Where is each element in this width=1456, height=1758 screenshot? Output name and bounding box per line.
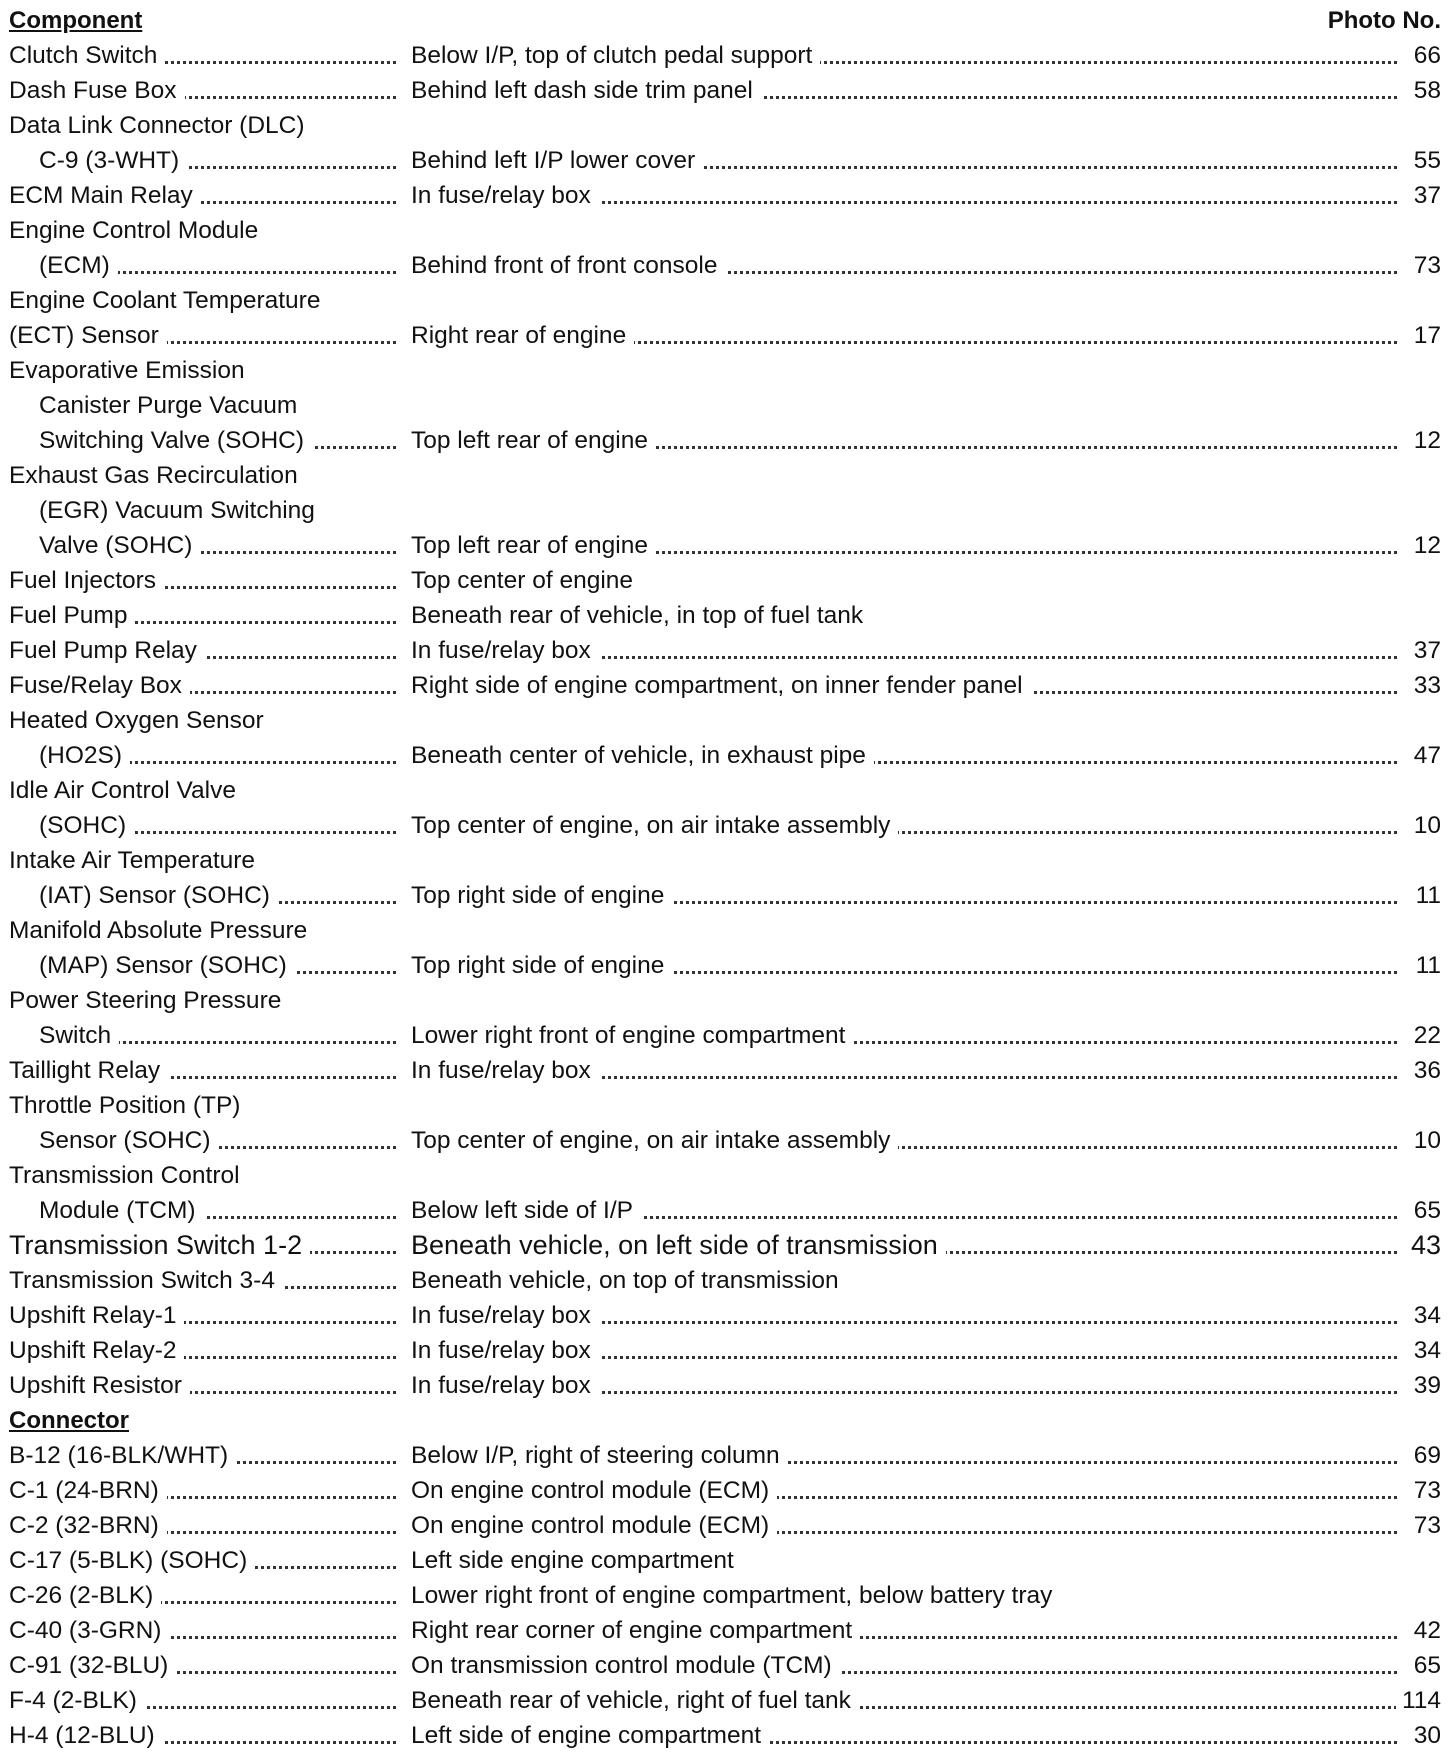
photo-number: 22 <box>1408 1018 1441 1053</box>
photo-number: 10 <box>1408 808 1441 843</box>
table-row <box>9 1648 1441 1683</box>
location-text: Top right side of engine <box>411 882 672 909</box>
component-name <box>39 528 404 563</box>
component-name-text: Data Link Connector (DLC) <box>9 112 305 139</box>
component-name <box>9 1438 404 1473</box>
connector-list <box>9 1438 1441 1753</box>
component-name-text: (EGR) Vacuum Switching <box>39 497 315 524</box>
component-name <box>9 598 404 633</box>
component-name-text: Intake Air Temperature <box>9 847 256 874</box>
table-row <box>9 143 1441 178</box>
table-row <box>9 423 1441 458</box>
photo-number: 58 <box>1408 73 1441 108</box>
photo-number: 30 <box>1408 1718 1441 1753</box>
component-name-text: Valve (SOHC) <box>39 532 200 559</box>
component-name <box>9 38 404 73</box>
component-name-text: Fuel Pump <box>9 602 135 629</box>
location <box>411 633 1441 668</box>
location-text: On transmission control module (TCM) <box>411 1652 840 1679</box>
table-row <box>9 913 1441 948</box>
component-name <box>9 458 298 493</box>
table-row <box>9 1333 1441 1368</box>
photo-number: 12 <box>1408 423 1441 458</box>
component-name <box>39 423 404 458</box>
component-name <box>9 1263 404 1298</box>
component-name-text: C-91 (32-BLU) <box>9 1652 176 1679</box>
table-row <box>9 1158 1441 1193</box>
component-name-text: Switching Valve (SOHC) <box>39 427 312 454</box>
component-name <box>39 1123 404 1158</box>
component-name <box>39 248 404 283</box>
location <box>411 1508 1441 1543</box>
component-name-text: (HO2S) <box>39 742 130 769</box>
table-row <box>9 633 1441 668</box>
photo-number: 73 <box>1408 1473 1441 1508</box>
component-name <box>39 948 404 983</box>
component-name <box>9 773 236 808</box>
table-row <box>9 248 1441 283</box>
location-text: Behind left I/P lower cover <box>411 147 703 174</box>
component-name <box>39 143 404 178</box>
location <box>411 668 1441 703</box>
component-name-text: Sensor (SOHC) <box>39 1127 219 1154</box>
component-name <box>39 1018 404 1053</box>
location <box>411 563 1441 598</box>
location-text: Top center of engine, on air intake assembly <box>411 1127 898 1154</box>
table-row <box>9 178 1441 213</box>
component-name-text: C-1 (24-BRN) <box>9 1477 167 1504</box>
component-name <box>9 1158 240 1193</box>
component-name <box>9 1508 404 1543</box>
component-name-text: Evaporative Emission <box>9 357 245 384</box>
table-row <box>9 283 1441 318</box>
component-name <box>9 1053 404 1088</box>
component-name <box>9 563 404 598</box>
table-row <box>9 1508 1441 1543</box>
component-name <box>9 668 404 703</box>
table-row <box>9 983 1441 1018</box>
location-text: In fuse/relay box <box>411 182 599 209</box>
table-row <box>9 1263 1441 1298</box>
table-row <box>9 73 1441 108</box>
location-text: Beneath rear of vehicle, in top of fuel tank <box>411 602 871 629</box>
table-row <box>9 1018 1441 1053</box>
photo-number: 55 <box>1408 143 1441 178</box>
location <box>411 423 1441 458</box>
location <box>411 1123 1441 1158</box>
component-name-text: F-4 (2-BLK) <box>9 1687 145 1714</box>
location <box>411 143 1441 178</box>
photo-number: 36 <box>1408 1053 1441 1088</box>
component-name <box>39 878 404 913</box>
location-text: Right rear corner of engine compartment <box>411 1617 860 1644</box>
photo-number: 65 <box>1408 1648 1441 1683</box>
table-row <box>9 1613 1441 1648</box>
component-name <box>39 808 404 843</box>
table-row <box>9 353 1441 388</box>
location <box>411 38 1441 73</box>
photo-number: 11 <box>1410 878 1441 913</box>
location <box>411 808 1441 843</box>
location-text: In fuse/relay box <box>411 637 599 664</box>
photo-number: 33 <box>1408 668 1441 703</box>
location <box>411 878 1441 913</box>
location-text: In fuse/relay box <box>411 1057 599 1084</box>
component-name <box>39 738 404 773</box>
component-locator-page <box>9 3 1441 1753</box>
component-name-text: C-17 (5-BLK) (SOHC) <box>9 1547 255 1574</box>
component-name-text: Manifold Absolute Pressure <box>9 917 308 944</box>
table-row <box>9 668 1441 703</box>
component-name-text: Clutch Switch <box>9 42 165 69</box>
table-row <box>9 878 1441 913</box>
table-row <box>9 493 1441 528</box>
component-name-text: C-9 (3-WHT) <box>39 147 187 174</box>
component-name <box>9 73 404 108</box>
table-row <box>9 1368 1441 1403</box>
location-text: Lower right front of engine compartment, below battery tray <box>411 1582 1060 1609</box>
component-name <box>9 1578 404 1613</box>
location-text: Left side of engine compartment <box>411 1722 769 1749</box>
location-text: Beneath vehicle, on top of transmission <box>411 1267 847 1294</box>
component-name-text: (IAT) Sensor (SOHC) <box>39 882 278 909</box>
location <box>411 1193 1441 1228</box>
component-name <box>9 1333 404 1368</box>
location <box>411 1648 1441 1683</box>
component-name <box>39 388 297 423</box>
location-text: Behind left dash side trim panel <box>411 77 761 104</box>
table-row <box>9 38 1441 73</box>
component-name-text: (MAP) Sensor (SOHC) <box>39 952 295 979</box>
location-text: On engine control module (ECM) <box>411 1477 777 1504</box>
location-text: Top left rear of engine <box>411 427 656 454</box>
location <box>411 1613 1441 1648</box>
component-name <box>9 1718 404 1753</box>
photo-number: 73 <box>1408 1508 1441 1543</box>
location <box>411 1543 1441 1578</box>
component-name <box>9 213 258 248</box>
photo-number: 69 <box>1408 1438 1441 1473</box>
component-name <box>9 843 255 878</box>
component-name-text: (ECT) Sensor <box>9 322 167 349</box>
photo-number: 37 <box>1408 633 1441 668</box>
location-text: Below left side of I/P <box>411 1197 641 1224</box>
table-row <box>9 1543 1441 1578</box>
location <box>411 318 1441 353</box>
table-row <box>9 1718 1441 1753</box>
photo-number: 17 <box>1408 318 1441 353</box>
table-row <box>9 1683 1441 1718</box>
location <box>411 178 1441 213</box>
table-row <box>9 318 1441 353</box>
table-header <box>9 3 1441 38</box>
location <box>411 598 1441 633</box>
location-text: Left side engine compartment <box>411 1547 742 1574</box>
table-row <box>9 108 1441 143</box>
component-name <box>9 983 281 1018</box>
table-row <box>9 1228 1441 1263</box>
component-name-text: (SOHC) <box>39 812 134 839</box>
component-name-text: Taillight Relay <box>9 1057 168 1084</box>
component-name-text: Upshift Relay-2 <box>9 1337 184 1364</box>
location <box>411 1053 1441 1088</box>
component-name-text: Fuel Pump Relay <box>9 637 205 664</box>
component-name <box>9 353 245 388</box>
component-name-text: Power Steering Pressure <box>9 987 282 1014</box>
component-name <box>9 178 404 213</box>
component-list <box>9 38 1441 1403</box>
component-name <box>9 1683 404 1718</box>
component-name <box>9 283 320 318</box>
component-name-text: C-2 (32-BRN) <box>9 1512 167 1539</box>
component-name <box>9 1613 404 1648</box>
photo-number: 34 <box>1408 1333 1441 1368</box>
component-name <box>9 1543 404 1578</box>
location <box>411 1438 1441 1473</box>
component-name <box>9 318 404 353</box>
component-name-text: Dash Fuse Box <box>9 77 185 104</box>
photo-number-column-header: Photo No. <box>1327 7 1441 34</box>
location-text: Right rear of engine <box>411 322 634 349</box>
component-name <box>9 1298 404 1333</box>
location-text: Top left rear of engine <box>411 532 656 559</box>
photo-number: 65 <box>1408 1193 1441 1228</box>
table-row <box>9 458 1441 493</box>
table-row <box>9 843 1441 878</box>
location-text: In fuse/relay box <box>411 1372 599 1399</box>
component-name-text: Transmission Control <box>9 1162 240 1189</box>
component-name <box>9 1228 404 1263</box>
photo-number: 37 <box>1408 178 1441 213</box>
component-name <box>9 1473 404 1508</box>
location-text: In fuse/relay box <box>411 1302 599 1329</box>
component-name <box>9 108 304 143</box>
component-name <box>9 913 307 948</box>
component-name-text: Transmission Switch 1-2 <box>9 1230 310 1260</box>
location <box>411 1683 1441 1718</box>
table-row <box>9 1193 1441 1228</box>
location-text: Behind front of front console <box>411 252 725 279</box>
location <box>411 1018 1441 1053</box>
component-name-text: C-40 (3-GRN) <box>9 1617 169 1644</box>
photo-number: 66 <box>1408 38 1441 73</box>
table-row <box>9 528 1441 563</box>
component-name-text: Fuel Injectors <box>9 567 164 594</box>
table-row <box>9 703 1441 738</box>
table-row <box>9 213 1441 248</box>
component-name <box>9 1088 240 1123</box>
location <box>411 1578 1441 1613</box>
location <box>411 1333 1441 1368</box>
table-row <box>9 1473 1441 1508</box>
location <box>411 528 1441 563</box>
component-name-text: Idle Air Control Valve <box>9 777 236 804</box>
location-text: Top center of engine, on air intake assembly <box>411 812 898 839</box>
component-column-header: Component <box>9 7 143 34</box>
table-row <box>9 563 1441 598</box>
component-name-text: Heated Oxygen Sensor <box>9 707 264 734</box>
component-name-text: Module (TCM) <box>39 1197 204 1224</box>
location-text: Right side of engine compartment, on inner fender panel <box>411 672 1031 699</box>
location <box>411 1298 1441 1333</box>
component-name-text: B-12 (16-BLK/WHT) <box>9 1442 236 1469</box>
location-text: On engine control module (ECM) <box>411 1512 777 1539</box>
component-name-text: Engine Coolant Temperature <box>9 287 321 314</box>
location <box>411 1473 1441 1508</box>
photo-number: 39 <box>1408 1368 1441 1403</box>
location <box>411 1368 1441 1403</box>
table-row <box>9 738 1441 773</box>
component-name-text: ECM Main Relay <box>9 182 201 209</box>
photo-number: 34 <box>1408 1298 1441 1333</box>
component-name <box>39 1193 404 1228</box>
table-row <box>9 1088 1441 1123</box>
component-name-text: Exhaust Gas Recirculation <box>9 462 298 489</box>
photo-number: 114 <box>1396 1683 1441 1718</box>
table-row <box>9 773 1441 808</box>
connector-section-header: Connector <box>9 1407 129 1434</box>
location-text: Lower right front of engine compartment <box>411 1022 853 1049</box>
photo-number: 43 <box>1405 1228 1441 1263</box>
table-row <box>9 388 1441 423</box>
photo-number: 47 <box>1408 738 1441 773</box>
location-text: Top center of engine <box>411 567 641 594</box>
table-row <box>9 1298 1441 1333</box>
location-text: Beneath center of vehicle, in exhaust pipe <box>411 742 874 769</box>
photo-number: 42 <box>1408 1613 1441 1648</box>
table-row <box>9 1053 1441 1088</box>
location <box>411 1718 1441 1753</box>
component-name-text: (ECM) <box>39 252 118 279</box>
component-name-text: C-26 (2-BLK) <box>9 1582 161 1609</box>
component-name-text: Upshift Relay-1 <box>9 1302 184 1329</box>
location <box>411 248 1441 283</box>
location <box>411 948 1441 983</box>
component-name-text: Fuse/Relay Box <box>9 672 190 699</box>
component-name-text: Throttle Position (TP) <box>9 1092 241 1119</box>
component-name <box>9 703 264 738</box>
component-name <box>9 1648 404 1683</box>
component-name-text: Transmission Switch 3-4 <box>9 1267 283 1294</box>
location-text: Top right side of engine <box>411 952 672 979</box>
component-name-text: Switch <box>39 1022 119 1049</box>
location <box>411 1228 1441 1263</box>
table-row <box>9 1578 1441 1613</box>
component-name-text: Engine Control Module <box>9 217 259 244</box>
table-row <box>9 1123 1441 1158</box>
location-text: Below I/P, top of clutch pedal support <box>411 42 820 69</box>
table-row <box>9 1438 1441 1473</box>
location <box>411 1263 1441 1298</box>
location-text: In fuse/relay box <box>411 1337 599 1364</box>
table-row <box>9 598 1441 633</box>
component-name <box>9 633 404 668</box>
location <box>411 73 1441 108</box>
photo-number: 11 <box>1410 948 1441 983</box>
table-row <box>9 948 1441 983</box>
component-name <box>39 493 315 528</box>
photo-number: 73 <box>1408 248 1441 283</box>
photo-number: 10 <box>1408 1123 1441 1158</box>
location <box>411 738 1441 773</box>
photo-number: 12 <box>1408 528 1441 563</box>
component-name-text: Upshift Resistor <box>9 1372 190 1399</box>
table-row <box>9 808 1441 843</box>
component-name-text: Canister Purge Vacuum <box>39 392 298 419</box>
component-name <box>9 1368 404 1403</box>
component-name-text: H-4 (12-BLU) <box>9 1722 163 1749</box>
location-text: Beneath vehicle, on left side of transmission <box>411 1230 946 1260</box>
location-text: Below I/P, right of steering column <box>411 1442 788 1469</box>
location-text: Beneath rear of vehicle, right of fuel tank <box>411 1687 859 1714</box>
